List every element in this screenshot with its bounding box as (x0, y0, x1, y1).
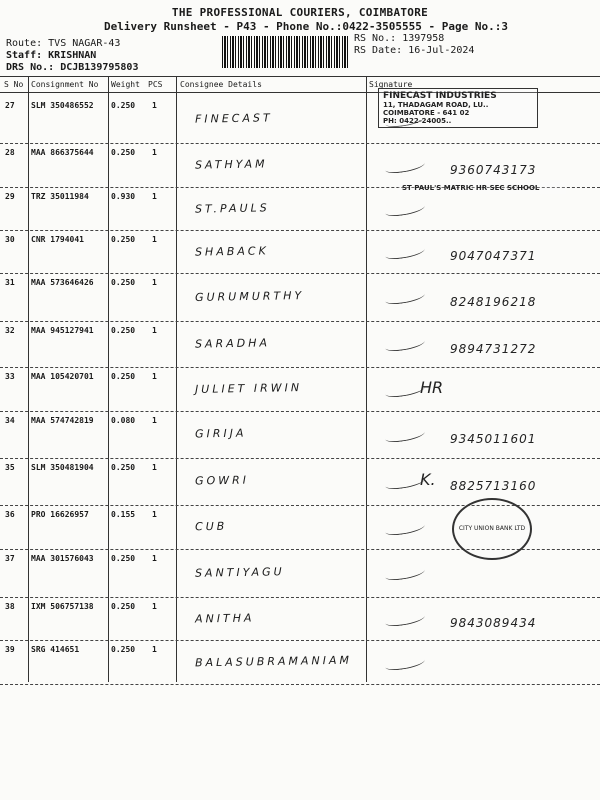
row-signature-scribble (384, 427, 425, 443)
row-phone-handwritten: 9843089434 (450, 616, 537, 630)
staff-value: KRISHNAN (48, 50, 97, 61)
row-sno: 31 (5, 278, 15, 287)
rs-date-value: 16-Jul-2024 (408, 45, 475, 56)
row-separator (0, 684, 600, 685)
row-phone-handwritten: 9345011601 (450, 432, 537, 446)
route-line: Route: TVS NAGAR-43 (6, 38, 121, 49)
row-consignment-no: MAA 105420701 (31, 372, 94, 381)
row-phone-handwritten: 9360743173 (450, 163, 537, 177)
row-pcs: 1 (152, 645, 157, 654)
row-separator (0, 597, 600, 598)
row-weight: 0.155 (111, 510, 136, 519)
row-consignment-no: SRG 414651 (31, 645, 80, 654)
row-pcs: 1 (152, 602, 157, 611)
col-header-consignment: Consignment No (31, 80, 99, 89)
row-consignee-handwritten: FINECAST (194, 111, 273, 126)
row-signature-scribble (384, 336, 425, 352)
row-consignee-handwritten: GURUMURTHY (194, 289, 305, 304)
row-phone-handwritten: 9894731272 (450, 342, 537, 356)
drs-value: DCJB139795803 (60, 62, 139, 73)
row-weight: 0.250 (111, 101, 136, 110)
row-pcs: 1 (152, 326, 157, 335)
row-signature-scribble (384, 520, 425, 536)
school-stamp: ST PAUL'S MATRIC HR SEC SCHOOL (398, 182, 566, 194)
row-consignee-handwritten: SARADHA (194, 336, 271, 351)
col-header-signature: Signature (369, 80, 413, 89)
row-consignee-handwritten: GIRIJA (194, 426, 247, 441)
row-weight: 0.930 (111, 192, 136, 201)
row-consignee-handwritten: ANITHA (194, 611, 255, 626)
row-weight: 0.250 (111, 372, 136, 381)
row-consignee-handwritten: SANTIYAGU (194, 565, 285, 580)
row-weight: 0.250 (111, 554, 136, 563)
row-consignment-no: TRZ 35011984 (31, 192, 89, 201)
row-signature-scribble (384, 244, 425, 260)
route-value: TVS NAGAR-43 (48, 38, 121, 49)
row-pcs: 1 (152, 101, 157, 110)
row-pcs: 1 (152, 372, 157, 381)
row-separator (0, 230, 600, 231)
column-divider (176, 76, 177, 682)
row-signature-scribble (384, 289, 425, 305)
row-weight: 0.250 (111, 326, 136, 335)
drs-line: DRS No.: DCJB139795803 (6, 62, 139, 73)
col-header-consignee: Consignee Details (180, 80, 262, 89)
runsheet-subtitle: Delivery Runsheet - P43 - Phone No.:0422-3505555 - Page No.:3 (104, 20, 508, 33)
row-phone-handwritten: 8248196218 (450, 295, 537, 309)
row-sno: 37 (5, 554, 15, 563)
row-pcs: 1 (152, 463, 157, 472)
row-consignment-no: MAA 945127941 (31, 326, 94, 335)
row-consignee-handwritten: SATHYAM (194, 157, 268, 172)
row-consignee-handwritten: GOWRI (194, 473, 250, 488)
row-separator (0, 321, 600, 322)
row-weight: 0.250 (111, 602, 136, 611)
row-phone-handwritten: 9047047371 (450, 249, 537, 263)
row-consignment-no: MAA 301576043 (31, 554, 94, 563)
row-weight: 0.250 (111, 645, 136, 654)
row-weight: 0.250 (111, 235, 136, 244)
row-separator (0, 411, 600, 412)
row-consignment-no: MAA 573646426 (31, 278, 94, 287)
row-signature-scribble (384, 158, 425, 174)
row-consignment-no: SLM 350486552 (31, 101, 94, 110)
row-pcs: 1 (152, 192, 157, 201)
row-separator (0, 273, 600, 274)
row-sno: 28 (5, 148, 15, 157)
row-signature-scribble (384, 565, 425, 581)
row-sno: 33 (5, 372, 15, 381)
row-consignment-no: SLM 350481904 (31, 463, 94, 472)
row-sno: 27 (5, 101, 15, 110)
col-header-sno: S No (4, 80, 24, 89)
row-signature-scribble (384, 611, 425, 627)
row-consignee-handwritten: ST.PAULS (194, 201, 270, 216)
row-consignment-no: IXM 506757138 (31, 602, 94, 611)
row-sno: 29 (5, 192, 15, 201)
row-separator (0, 458, 600, 459)
row-sno: 35 (5, 463, 15, 472)
row-signature-scribble (384, 655, 425, 671)
row-pcs: 1 (152, 148, 157, 157)
row-pcs: 1 (152, 554, 157, 563)
row-consignment-no: MAA 574742819 (31, 416, 94, 425)
row-weight: 0.080 (111, 416, 136, 425)
row-pcs: 1 (152, 510, 157, 519)
rs-date-line: RS Date: 16-Jul-2024 (354, 45, 475, 56)
row-weight: 0.250 (111, 463, 136, 472)
row-pcs: 1 (152, 278, 157, 287)
row-consignee-handwritten: JULIET IRWIN (194, 381, 303, 396)
row-sno: 36 (5, 510, 15, 519)
row-sno: 39 (5, 645, 15, 654)
column-divider (28, 76, 29, 682)
row-consignment-no: CNR 1794041 (31, 235, 84, 244)
row-sno: 38 (5, 602, 15, 611)
row-consignee-handwritten: BALASUBRAMANIAM (194, 653, 353, 670)
row-sno: 34 (5, 416, 15, 425)
row-consignment-no: PRO 16626957 (31, 510, 89, 519)
bank-stamp: CITY UNION BANK LTD (452, 498, 532, 560)
row-signature: HR (420, 378, 444, 397)
rs-no-value: 1397958 (402, 33, 445, 44)
row-pcs: 1 (152, 416, 157, 425)
col-header-weight: Weight (111, 80, 140, 89)
rs-no-line: RS No.: 1397958 (354, 33, 445, 44)
table-top-border (0, 76, 600, 77)
company-title: THE PROFESSIONAL COURIERS, COIMBATORE (171, 6, 429, 19)
row-consignee-handwritten: CUB (194, 519, 228, 534)
staff-line: Staff: KRISHNAN (6, 50, 97, 61)
row-weight: 0.250 (111, 148, 136, 157)
column-divider (108, 76, 109, 682)
column-divider (366, 76, 367, 682)
row-consignment-no: MAA 866375644 (31, 148, 94, 157)
row-consignee-handwritten: SHABACK (194, 244, 269, 259)
row-separator (0, 640, 600, 641)
col-header-pcs: PCS (148, 80, 163, 89)
row-pcs: 1 (152, 235, 157, 244)
barcode (222, 36, 348, 68)
row-separator (0, 367, 600, 368)
row-weight: 0.250 (111, 278, 136, 287)
finecast-stamp: FINECAST INDUSTRIES 11, THADAGAM ROAD, LU.. COIMBATORE - 641 02 PH: 0422-24005.. (378, 88, 538, 128)
row-separator (0, 143, 600, 144)
row-phone-handwritten: 8825713160 (450, 479, 537, 493)
row-sno: 30 (5, 235, 15, 244)
row-signature-scribble (384, 201, 425, 217)
row-signature: K. (420, 470, 436, 489)
row-sno: 32 (5, 326, 15, 335)
